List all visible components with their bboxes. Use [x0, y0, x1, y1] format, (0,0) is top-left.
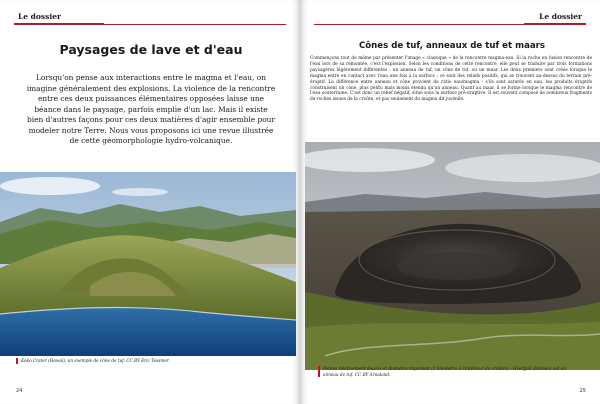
section-header — [14, 8, 65, 22]
header-rule-thin — [104, 24, 286, 25]
article-body: Commençons tout de même par présenter l'image « classique » de la rencontre magma-eau. Si la roche en fusion rencontre de l'eau lors de sa remontée, c'est l'explosion. Selon les conditions de cette rencontre, elle peut se traduire par trois formations paysagères légèrement différentes : un anneau de tuf, un cône de tuf, ou un maar. Les deux premiers sont créés lorsque le magma entre en contact avec l'eau une fois à la surface ; ce sont des reliefs positifs, qui se trouvent au-dessus du terrain pré-éruptif. La différence entre anneau et cône provient du ratio eau/magma : s'ils sont saturés en eau, les produits éruptifs construisent un cône, plus pentu mais moins étendu qu'un anneau. Quant au maar, il se forme lorsque le magma rencontre de l'eau souterraine. C'est donc un relief négatif, situé sous la surface pré-éruptive. Il est souvent composé de nombreux fragments de roches issues de la croûte, et pas seulement du magma dit juvénile. — [310, 56, 592, 103]
intro-paragraph: Lorsqu'on pense aux interactions entre le magma et l'eau, on imagine généralement des explosions. La violence de la rencontre entre ces deux puissances élémentaires opposées laisse une béance dans le paysage, parfois emplie d'un lac. Mais il existe bien d'autres façons pour ces deux matières d'agir ensemble pour modeler notre Terre. Nous vous proposons ici une revue illustrée de cette géomorphologie hydro-volcanique. — [26, 73, 276, 145]
photo-caption: Pentes relativement douces et diamètre important (1 kilomètre à l'intérieur du cratère) : Hverfjall (Islande) est un anneau de tuf. CC BY Arnaland. — [318, 366, 568, 377]
koko-crater-photo — [0, 172, 296, 356]
right-page — [300, 0, 600, 404]
photo-caption: Koko Crater (Hawaï), un exemple de cône de tuf. CC BY Eric Tessmer. — [16, 358, 286, 364]
section-label: Le dossier — [539, 12, 582, 21]
header-rule-thin — [314, 24, 524, 25]
page-number: 25 — [579, 388, 586, 394]
page-number: 24 — [16, 388, 23, 394]
page-title: Paysages de lave et d'eau — [59, 42, 243, 57]
section-header — [535, 8, 586, 22]
section-label: Le dossier — [18, 12, 61, 21]
article-title: Cônes de tuf, anneaux de tuf et maars — [358, 41, 546, 51]
header-rule-thick — [14, 23, 104, 25]
hverfjall-photo — [305, 142, 600, 370]
header-rule-thick — [524, 23, 586, 25]
hverfjall-illustration — [305, 142, 600, 370]
koko-crater-illustration — [0, 172, 296, 356]
